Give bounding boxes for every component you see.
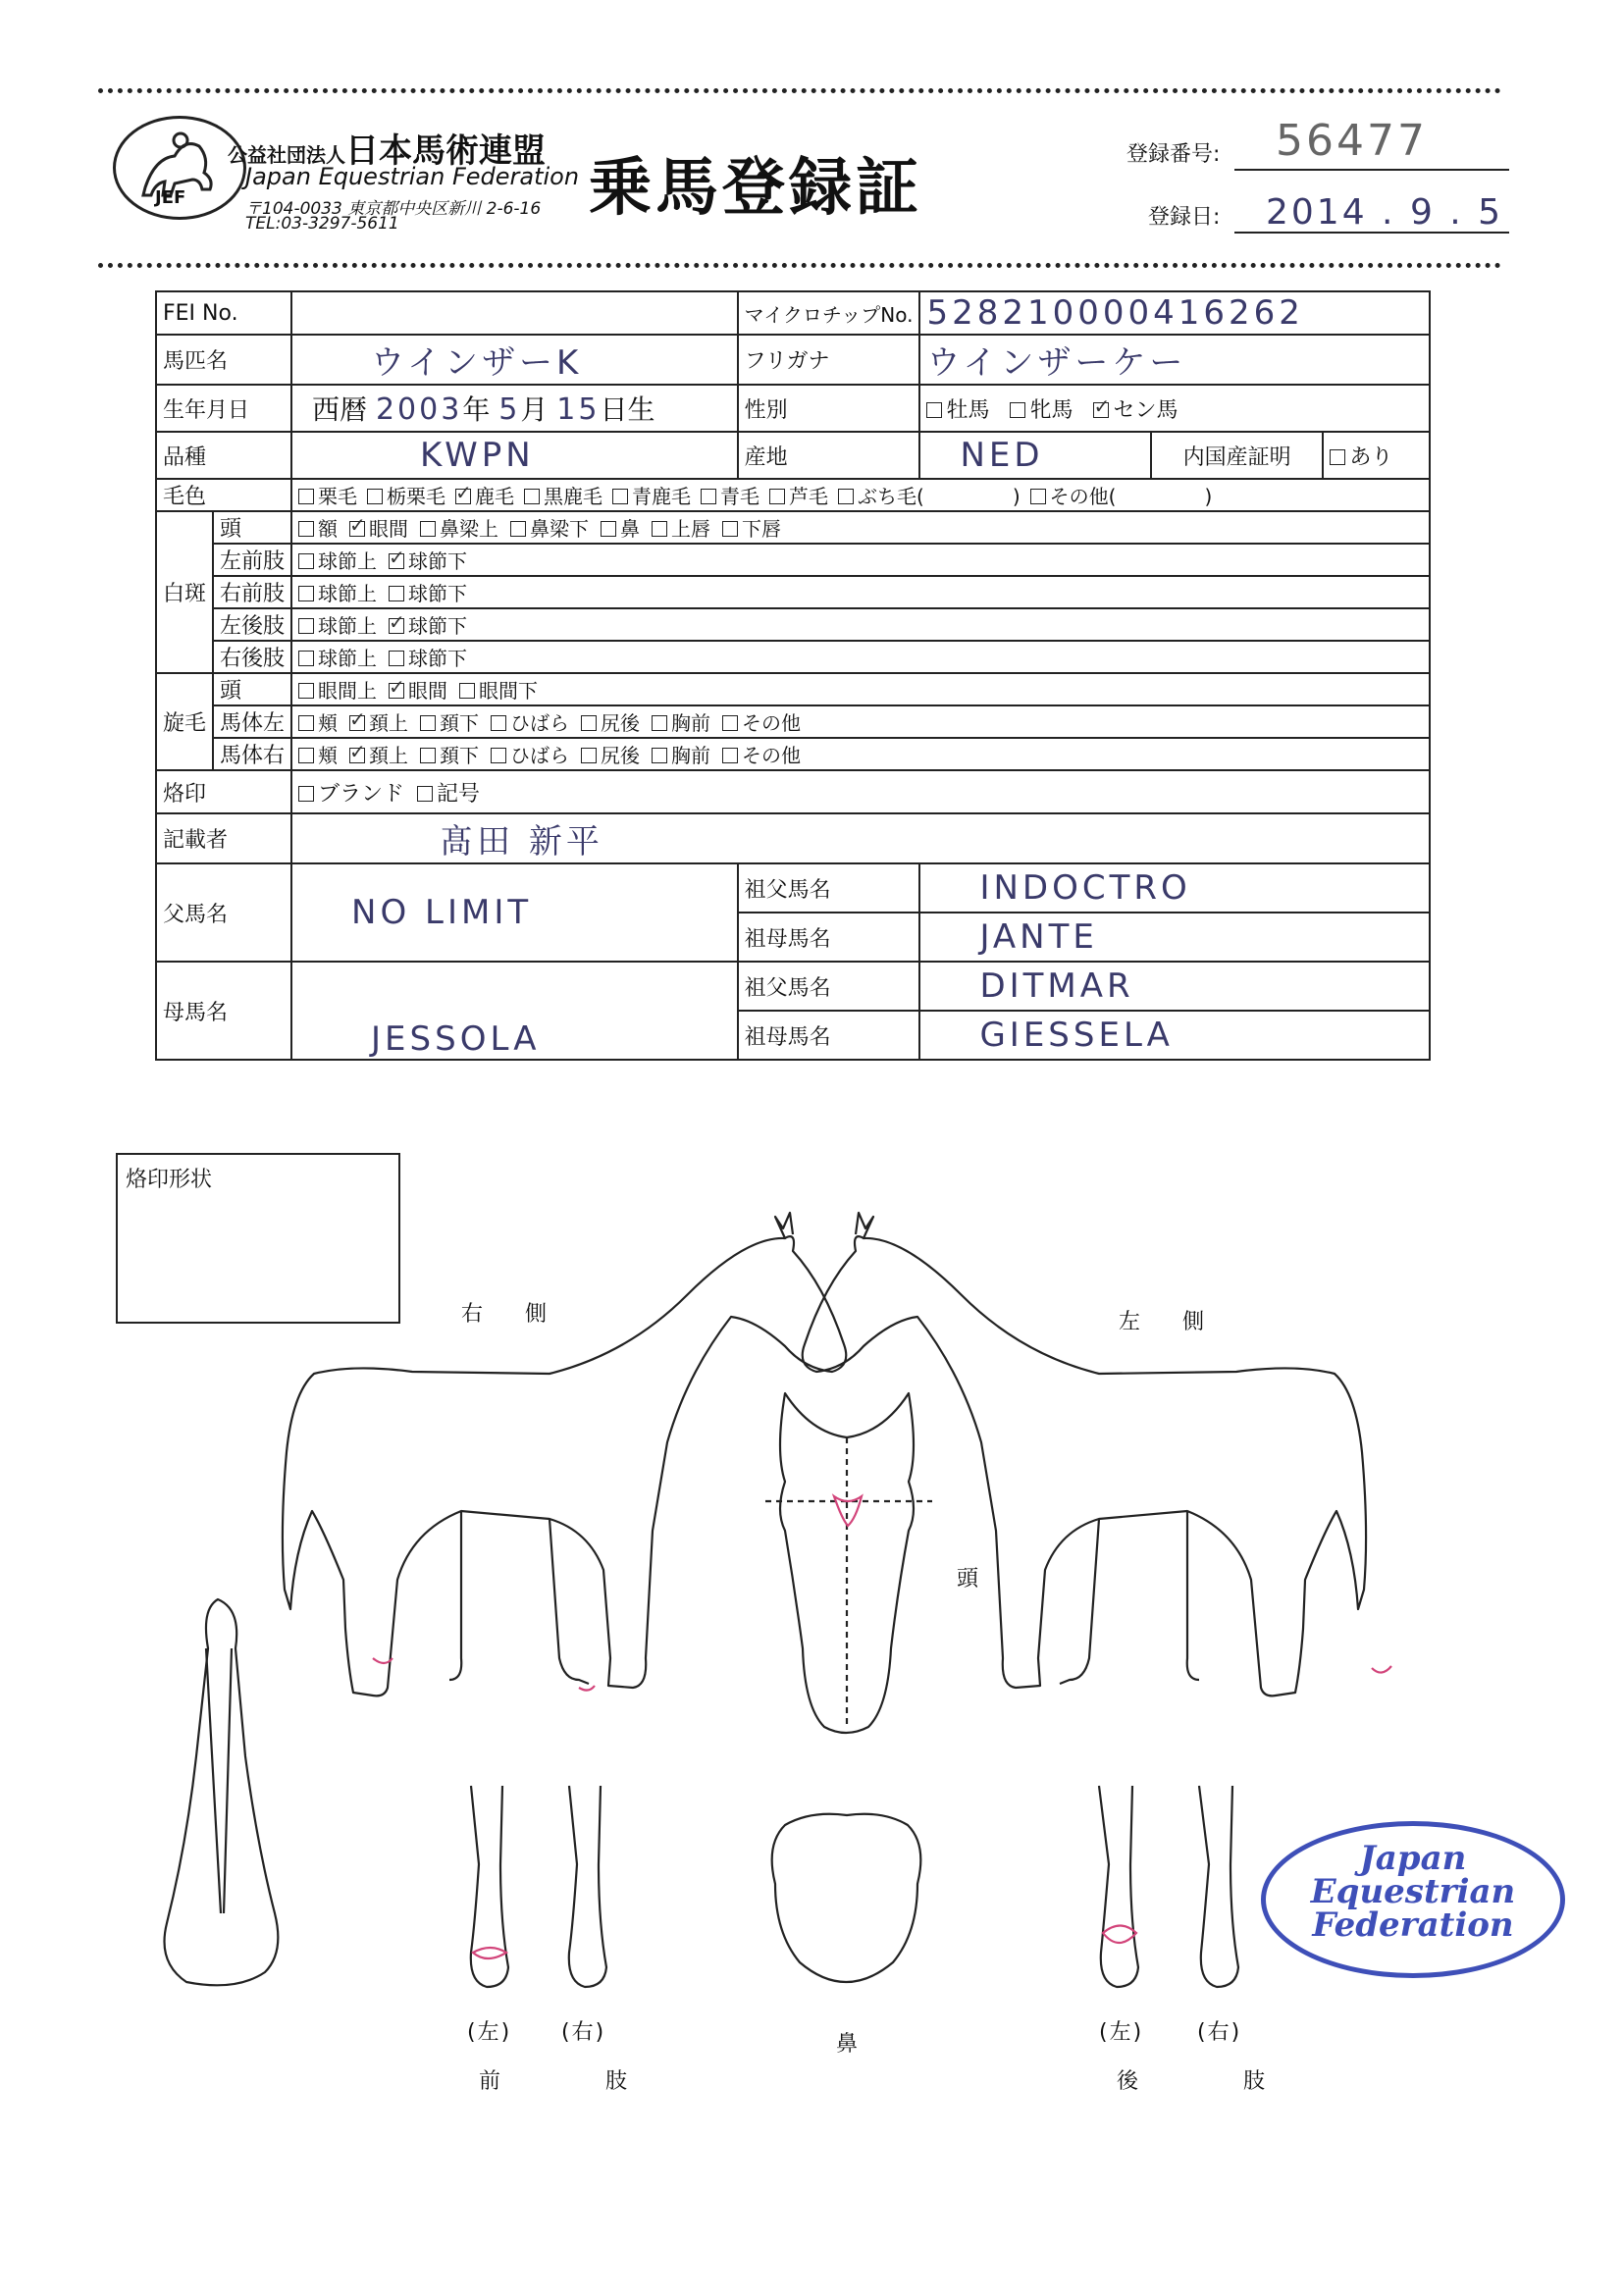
head-label: 頭 <box>957 1567 997 1592</box>
origin-value[interactable]: NED <box>919 432 1150 479</box>
whorl-1-1-label: 眼間上 <box>318 679 378 703</box>
stamp-line-2: Equestrian <box>1310 1872 1516 1911</box>
white-1-3-label: 鼻梁上 <box>440 517 499 541</box>
whorl-3-1-label: 頬 <box>318 744 339 767</box>
color-7-label: 芦毛 <box>789 485 829 508</box>
left-side-horse <box>803 1236 1366 1696</box>
whorl-2-4-label: ひばら <box>510 711 570 735</box>
birth-year-unit: 年 <box>462 393 491 426</box>
left-side-label: 左 側 <box>1119 1310 1222 1334</box>
breed-label: 品種 <box>156 432 291 479</box>
white-3-1-label: 球節上 <box>318 582 378 605</box>
breed-value[interactable]: KWPN <box>291 432 738 479</box>
white-part-label: 右後肢 <box>213 641 291 673</box>
white-markings <box>373 1496 1391 1958</box>
dam-dam-label: 祖母馬名 <box>738 1011 920 1060</box>
dam-sire-value[interactable]: DITMAR <box>919 962 1430 1011</box>
logo-text: JEF <box>155 187 186 208</box>
whorl-part-label: 馬体左 <box>213 705 291 738</box>
brand-option-2: 記号 <box>437 781 481 807</box>
horse-name-label: 馬匹名 <box>156 335 291 385</box>
top-view-horse <box>165 1599 279 1985</box>
front-right-label: (右) <box>561 2020 606 2045</box>
org-en: Japan Equestrian Federation <box>245 163 580 190</box>
whorl-part-label: 頭 <box>213 673 291 705</box>
white-1-4-label: 鼻梁下 <box>530 517 590 541</box>
birth-day-unit: 日生 <box>600 393 655 426</box>
whorl-3-3-label: 頚下 <box>440 744 480 767</box>
dam-dam-value[interactable]: GIESSELA <box>919 1011 1430 1060</box>
whorl-3-4-label: ひばら <box>510 744 570 767</box>
marking-left-fore <box>1372 1666 1391 1673</box>
furigana-value[interactable]: ウインザーケー <box>919 335 1430 385</box>
origin-label: 産地 <box>738 432 920 479</box>
white-part-label: 左前肢 <box>213 544 291 576</box>
color-5-label: 青鹿毛 <box>632 485 692 508</box>
stamp-line-1: Japan <box>1359 1839 1467 1878</box>
whorl-2-2-label: 頚上 <box>369 711 409 735</box>
white-4-2-label: 球節下 <box>408 614 468 638</box>
front-left-label: (左) <box>467 2020 512 2045</box>
microchip-value[interactable]: 528210000416262 <box>919 291 1430 335</box>
org-address: 〒104-0033 東京都中央区新川 2-6-16 <box>245 199 542 219</box>
color-9-close: ) <box>1204 485 1213 508</box>
white-1-6-label: 上唇 <box>671 517 711 541</box>
whorl-2-3-label: 頚下 <box>440 711 480 735</box>
white-1-7-label: 下唇 <box>742 517 782 541</box>
whorl-2-5-label: 尻後 <box>601 711 641 735</box>
horse-name-value[interactable]: ウインザーK <box>291 335 738 385</box>
whorl-3-6-label: 胸前 <box>671 744 711 767</box>
microchip-label: マイクロチップNo. <box>738 291 920 335</box>
white-2-1-label: 球節上 <box>318 549 378 573</box>
color-9-label: その他( <box>1049 485 1117 508</box>
color-8-close: ) <box>1012 485 1021 508</box>
birth-year: 2003 <box>375 392 463 427</box>
recorder-value[interactable]: 髙田 新平 <box>291 813 1430 863</box>
sire-label: 父馬名 <box>156 863 291 962</box>
whorl-1-2-label: 眼間 <box>408 679 448 703</box>
org-name: 日本馬術連盟 <box>345 131 546 171</box>
reg-date-label: 登録日: <box>1148 205 1221 230</box>
white-2-2-label: 球節下 <box>408 549 468 573</box>
birth-era: 西暦 <box>312 393 368 426</box>
white-1-5-label: 鼻 <box>620 517 641 541</box>
whorl-2-6-label: 胸前 <box>671 711 711 735</box>
org-type: 公益社団法人 <box>228 143 345 167</box>
front-legs-label: 前 肢 <box>479 2069 676 2094</box>
color-label: 毛色 <box>156 479 291 511</box>
whorl-group-label: 旋毛 <box>156 673 213 770</box>
front-head <box>780 1393 914 1733</box>
sex-option-2: 牝馬 <box>1029 397 1073 423</box>
white-part-label: 頭 <box>213 511 291 544</box>
dam-value[interactable]: JESSOLA <box>291 962 738 1060</box>
front-right-leg <box>569 1786 606 1987</box>
furigana-label: フリガナ <box>738 335 920 385</box>
white-part-label: 左後肢 <box>213 608 291 641</box>
sire-value[interactable]: NO LIMIT <box>291 863 738 962</box>
reg-date-value: 2014 . 9 . 5 <box>1266 192 1504 233</box>
stamp-line-3: Federation <box>1312 1905 1514 1945</box>
sire-dam-label: 祖母馬名 <box>738 913 920 962</box>
white-5-2-label: 球節下 <box>408 647 468 670</box>
color-6-label: 青毛 <box>720 485 760 508</box>
whorl-3-7-label: その他 <box>742 744 802 767</box>
hind-right-label: (右) <box>1197 2020 1242 2045</box>
domestic-label: 内国産証明 <box>1151 432 1324 479</box>
hind-legs-label: 後 肢 <box>1117 2069 1314 2094</box>
white-1-1-label: 額 <box>318 517 339 541</box>
right-side-horse <box>283 1236 846 1696</box>
whorl-3-5-label: 尻後 <box>601 744 641 767</box>
fei-label: FEI No. <box>156 291 291 335</box>
brand-option-1: ブランド <box>318 781 405 807</box>
front-left-leg <box>471 1786 508 1987</box>
reg-no-label: 登録番号: <box>1126 142 1221 167</box>
marking-left-front-leg <box>473 1948 506 1958</box>
white-5-1-label: 球節上 <box>318 647 378 670</box>
birth-month: 5 <box>498 392 521 427</box>
domestic-option-label: あり <box>1349 444 1393 470</box>
sire-dam-value[interactable]: JANTE <box>919 913 1430 962</box>
color-1-label: 栗毛 <box>318 485 358 508</box>
hind-left-leg <box>1099 1786 1138 1987</box>
color-8-label: ぶち毛( <box>858 485 924 508</box>
white-part-label: 右前肢 <box>213 576 291 608</box>
whorl-part-label: 馬体右 <box>213 738 291 770</box>
sex-option-1: 牡馬 <box>946 397 990 423</box>
sire-sire-value[interactable]: INDOCTRO <box>919 863 1430 913</box>
brand-label: 烙印 <box>156 770 291 813</box>
white-3-2-label: 球節下 <box>408 582 468 605</box>
color-3-label: 鹿毛 <box>475 485 515 508</box>
sex-option-3: セン馬 <box>1113 397 1178 423</box>
birth-day: 15 <box>556 392 601 427</box>
right-side-label: 右 側 <box>461 1302 564 1327</box>
nose-diagram <box>772 1814 921 1982</box>
marking-right-hind <box>579 1686 595 1691</box>
birth-month-unit: 月 <box>520 393 549 426</box>
dam-sire-label: 祖父馬名 <box>738 962 920 1011</box>
hind-right-leg <box>1199 1786 1238 1987</box>
hind-left-label: (左) <box>1099 2020 1144 2045</box>
page-title: 乗馬登録証 <box>589 152 922 225</box>
color-4-label: 黒鹿毛 <box>544 485 603 508</box>
whorl-2-7-label: その他 <box>742 711 802 735</box>
jef-stamp <box>1261 1821 1565 1978</box>
recorder-label: 記載者 <box>156 813 291 863</box>
color-2-label: 栃栗毛 <box>387 485 446 508</box>
whorl-1-3-label: 眼間下 <box>479 679 539 703</box>
brand-shape-label: 烙印形状 <box>126 1168 213 1192</box>
nose-label: 鼻 <box>836 2032 876 2057</box>
sex-label: 性別 <box>738 385 920 432</box>
white-4-1-label: 球節上 <box>318 614 378 638</box>
whorl-3-2-label: 頚上 <box>369 744 409 767</box>
birth-label: 生年月日 <box>156 385 291 432</box>
white-group-label: 白斑 <box>156 511 213 673</box>
sire-sire-label: 祖父馬名 <box>738 863 920 913</box>
whorl-2-1-label: 頬 <box>318 711 339 735</box>
reg-no-value: 56477 <box>1276 116 1428 166</box>
white-1-2-label: 眼間 <box>369 517 409 541</box>
org-tel: TEL:03-3297-5611 <box>245 214 399 234</box>
marking-left-hind-leg <box>1103 1926 1136 1944</box>
dam-label: 母馬名 <box>156 962 291 1060</box>
